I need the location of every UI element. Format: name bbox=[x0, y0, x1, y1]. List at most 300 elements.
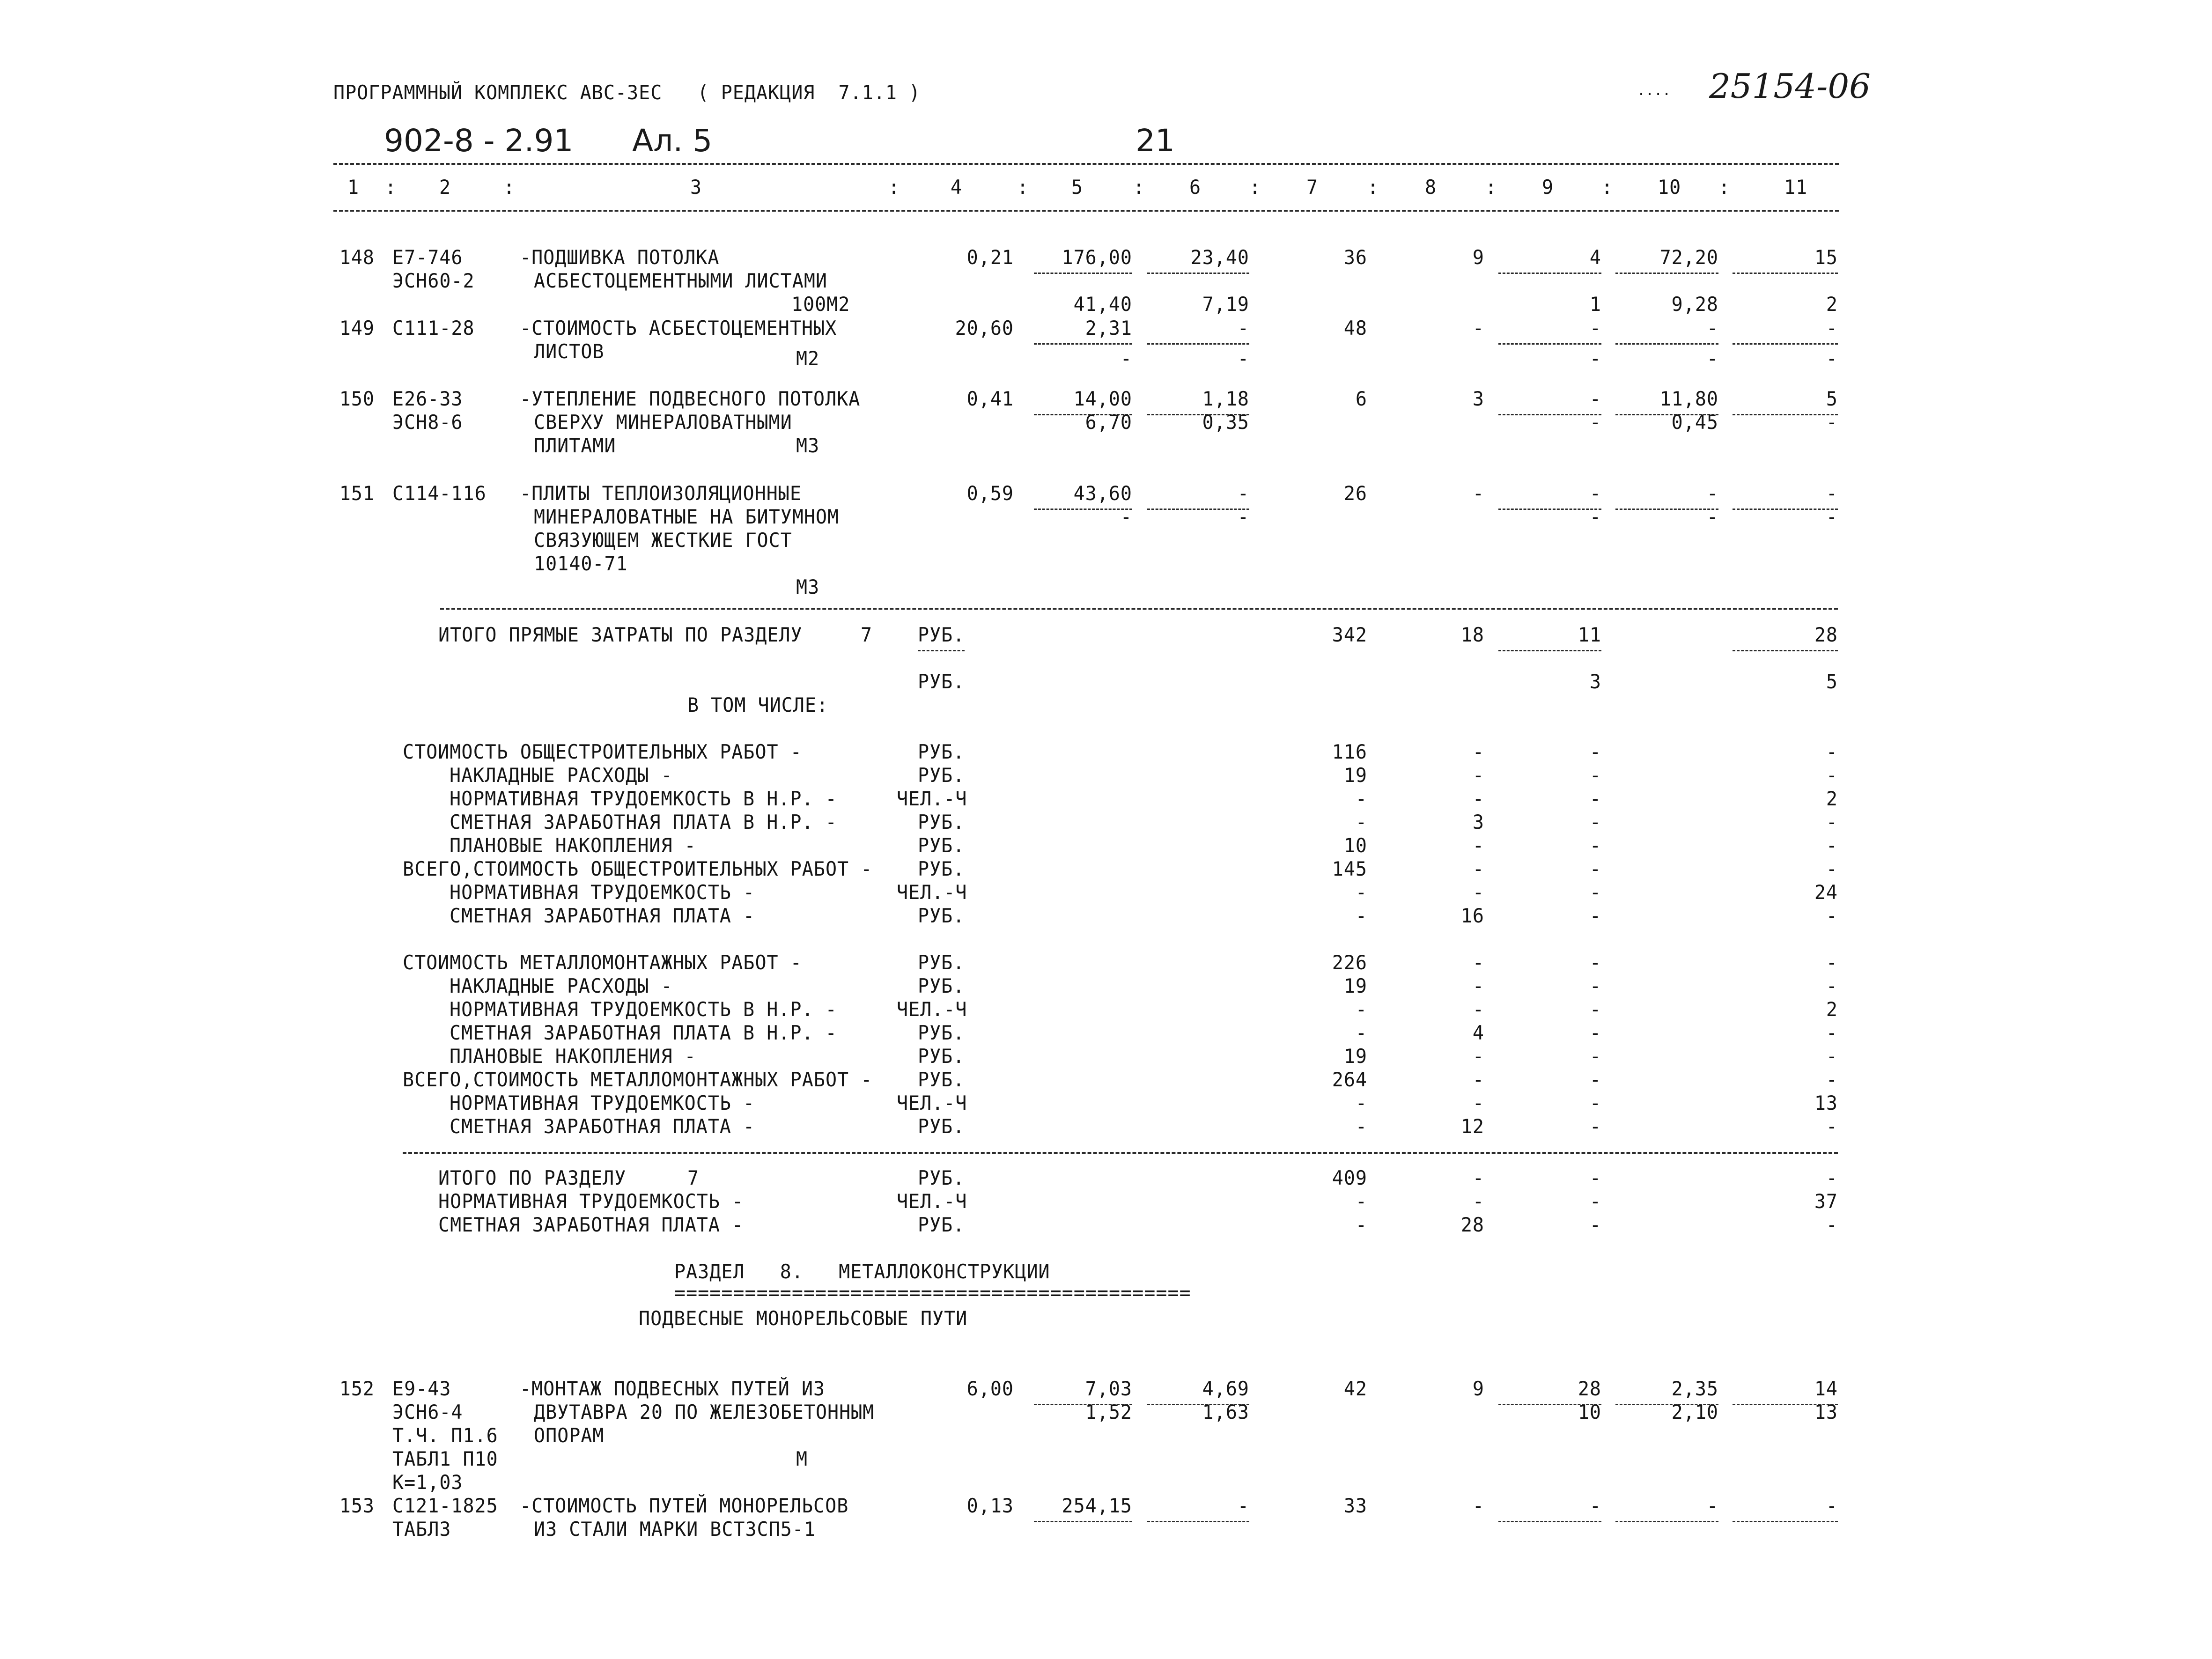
cost-line-label: НОРМАТИВНАЯ ТРУДОЕМКОСТЬ - bbox=[450, 1092, 755, 1115]
cost-line-unit: ЧЕЛ.-Ч bbox=[897, 1092, 967, 1115]
total-cost: - bbox=[1355, 1022, 1367, 1045]
total-wage: - bbox=[1472, 1190, 1484, 1213]
machine-cost: - bbox=[1589, 1045, 1601, 1068]
unit-wage: 23,40 bbox=[1190, 246, 1249, 269]
row-number: 150 bbox=[339, 388, 375, 411]
total-wage: - bbox=[1472, 998, 1484, 1021]
header-dots: .... bbox=[1637, 82, 1671, 99]
column-header-11: 11 bbox=[1784, 176, 1808, 199]
labor-rate-sub: 0,45 bbox=[1671, 411, 1718, 434]
total-wage: 9 bbox=[1472, 246, 1484, 269]
total-cost: - bbox=[1355, 998, 1367, 1021]
cell-divider bbox=[1034, 509, 1132, 510]
quantity: 20,60 bbox=[955, 317, 1014, 340]
machine-cost: - bbox=[1589, 1022, 1601, 1045]
unit-wage: 4,69 bbox=[1202, 1378, 1249, 1401]
work-description: -СТОИМОСТЬ АСБЕСТОЦЕМЕНТНЫХ bbox=[520, 317, 837, 340]
cost-line-unit: РУБ. bbox=[918, 905, 965, 928]
labor-rate-sub: 2,10 bbox=[1671, 1401, 1718, 1424]
rate-code: С114-116 bbox=[392, 482, 487, 505]
total-wage: - bbox=[1472, 1495, 1484, 1518]
cell-divider bbox=[1034, 414, 1132, 415]
total-wage: 28 bbox=[1460, 1214, 1484, 1237]
rate-code: Е26-33 bbox=[392, 388, 463, 411]
labor-total-sub: 13 bbox=[1814, 1401, 1838, 1424]
work-description: ЛИСТОВ bbox=[534, 340, 605, 363]
unit-cost: 2,31 bbox=[1085, 317, 1132, 340]
column-separator: : bbox=[1017, 176, 1029, 199]
cost-line-label: СТОИМОСТЬ МЕТАЛЛОМОНТАЖНЫХ РАБОТ - bbox=[403, 951, 802, 974]
machine-cost: - bbox=[1589, 1495, 1601, 1518]
column-header-4: 4 bbox=[951, 176, 963, 199]
unit-cost-sub: - bbox=[1120, 347, 1132, 370]
unit-cost: 43,60 bbox=[1073, 482, 1132, 505]
cost-line-unit: ЧЕЛ.-Ч bbox=[897, 881, 967, 904]
machine-cost-sub: - bbox=[1589, 347, 1601, 370]
row-number: 148 bbox=[339, 246, 375, 269]
machine-cost: - bbox=[1589, 482, 1601, 505]
total-cost: - bbox=[1355, 1115, 1367, 1138]
machine-cost-sub: - bbox=[1589, 506, 1601, 529]
currency-unit: РУБ. bbox=[918, 624, 965, 647]
column-header-3: 3 bbox=[690, 176, 702, 199]
machine-cost: 4 bbox=[1589, 246, 1601, 269]
labor-total: 28 bbox=[1814, 624, 1838, 647]
cost-line-label: НОРМАТИВНАЯ ТРУДОЕМКОСТЬ - bbox=[450, 881, 755, 904]
total-cost: - bbox=[1355, 1092, 1367, 1115]
machine-cost: 28 bbox=[1578, 1378, 1601, 1401]
total-wage: - bbox=[1472, 834, 1484, 857]
labor-total: - bbox=[1826, 1115, 1838, 1138]
rate-code: ЭСН6-4 bbox=[392, 1401, 463, 1424]
column-header-1: 1 bbox=[347, 176, 360, 199]
total-cost: 36 bbox=[1343, 246, 1367, 269]
cell-divider bbox=[1034, 1521, 1132, 1522]
machine-cost: - bbox=[1589, 764, 1601, 787]
total-wage: 3 bbox=[1472, 388, 1484, 411]
unit-wage-sub: - bbox=[1237, 347, 1249, 370]
cell-divider bbox=[1733, 273, 1838, 274]
total-cost: - bbox=[1355, 881, 1367, 904]
total-wage: - bbox=[1472, 1092, 1484, 1115]
labor-rate: 72,20 bbox=[1659, 246, 1718, 269]
rate-code: Т.Ч. П1.6 bbox=[392, 1424, 498, 1447]
total-cost: 19 bbox=[1343, 764, 1367, 787]
labor-rate: 2,35 bbox=[1671, 1378, 1718, 1401]
labor-total-sub: - bbox=[1826, 506, 1838, 529]
cell-divider bbox=[1498, 414, 1601, 415]
labor-total: 5 bbox=[1826, 388, 1838, 411]
cell-divider bbox=[1498, 650, 1601, 651]
column-separator: : bbox=[385, 176, 397, 199]
rate-code: ТАБЛ3 bbox=[392, 1518, 451, 1541]
labor-total: 2 bbox=[1826, 998, 1838, 1021]
labor-rate-sub: - bbox=[1706, 506, 1718, 529]
labor-total-sub: 2 bbox=[1826, 293, 1838, 316]
cost-line-label: ВСЕГО,СТОИМОСТЬ ОБЩЕСТРОИТЕЛЬНЫХ РАБОТ - bbox=[403, 858, 873, 881]
labor-total: - bbox=[1826, 482, 1838, 505]
work-description: ОПОРАМ bbox=[534, 1424, 605, 1447]
cell-divider bbox=[1615, 414, 1718, 415]
rate-code: С121-1825 bbox=[392, 1495, 498, 1518]
cost-line-unit: РУБ. bbox=[918, 1069, 965, 1091]
labor-total: - bbox=[1826, 951, 1838, 974]
column-separator: : bbox=[888, 176, 900, 199]
cost-line-label: ПЛАНОВЫЕ НАКОПЛЕНИЯ - bbox=[450, 1045, 696, 1068]
row-number: 153 bbox=[339, 1495, 375, 1518]
work-description: СВЕРХУ МИНЕРАЛОВАТНЫМИ bbox=[534, 411, 792, 434]
labor-total: - bbox=[1826, 1069, 1838, 1091]
column-separator: : bbox=[1249, 176, 1261, 199]
cell-divider bbox=[1498, 1521, 1601, 1522]
labor-total: 13 bbox=[1814, 1092, 1838, 1115]
work-description: ИЗ СТАЛИ МАРКИ ВСТ3СП5-1 bbox=[534, 1518, 816, 1541]
rate-code: ТАБЛ1 П10 bbox=[392, 1448, 498, 1471]
program-title: ПРОГРАММНЫЙ КОМПЛЕКС АВС-3ЕС ( РЕДАКЦИЯ 7.1.1 ) bbox=[333, 81, 921, 104]
section-total-label: СМЕТНАЯ ЗАРАБОТНАЯ ПЛАТА - bbox=[438, 1214, 744, 1237]
machine-cost: - bbox=[1589, 1069, 1601, 1091]
measure-unit: 100М2 bbox=[791, 293, 850, 316]
work-description: ПЛИТАМИ bbox=[534, 435, 616, 457]
labor-total: - bbox=[1826, 811, 1838, 834]
labor-total: - bbox=[1826, 1495, 1838, 1518]
total-cost: 6 bbox=[1355, 388, 1367, 411]
machine-cost: - bbox=[1589, 388, 1601, 411]
section-8-underline: ============================================ bbox=[674, 1282, 1191, 1305]
rate-code: Е7-746 bbox=[392, 246, 463, 269]
section-number: 7 bbox=[861, 624, 873, 647]
unit-wage-sub: - bbox=[1237, 506, 1249, 529]
cell-divider bbox=[1498, 273, 1601, 274]
machine-cost-sub: - bbox=[1589, 411, 1601, 434]
cost-line-label: ВСЕГО,СТОИМОСТЬ МЕТАЛЛОМОНТАЖНЫХ РАБОТ - bbox=[403, 1069, 873, 1091]
section-8-subtitle: ПОДВЕСНЫЕ МОНОРЕЛЬСОВЫЕ ПУТИ bbox=[639, 1307, 968, 1330]
machine-cost: - bbox=[1589, 1115, 1601, 1138]
work-description: -ПОДШИВКА ПОТОЛКА bbox=[520, 246, 720, 269]
unit-wage: - bbox=[1237, 317, 1249, 340]
machine-cost: - bbox=[1589, 317, 1601, 340]
unit-wage: - bbox=[1237, 482, 1249, 505]
work-description: СВЯЗУЮЩЕМ ЖЕСТКИЕ ГОСТ bbox=[534, 529, 792, 552]
unit-wage-sub: 0,35 bbox=[1202, 411, 1249, 434]
column-separator: : bbox=[1133, 176, 1145, 199]
unit-cost-sub: - bbox=[1120, 506, 1132, 529]
total-wage: 3 bbox=[1472, 811, 1484, 834]
cell-divider bbox=[1147, 509, 1249, 510]
cost-line-unit: ЧЕЛ.-Ч bbox=[897, 788, 967, 811]
labor-total: 14 bbox=[1814, 1378, 1838, 1401]
labor-total: - bbox=[1826, 1214, 1838, 1237]
total-cost: - bbox=[1355, 1214, 1367, 1237]
total-cost: - bbox=[1355, 811, 1367, 834]
labor-total: - bbox=[1826, 1045, 1838, 1068]
unit-cost-sub: 6,70 bbox=[1085, 411, 1132, 434]
rate-code: К=1,03 bbox=[392, 1471, 463, 1494]
labor-total: - bbox=[1826, 1167, 1838, 1190]
unit-wage: 1,18 bbox=[1202, 388, 1249, 411]
column-separator: : bbox=[1367, 176, 1379, 199]
labor-total-sub: - bbox=[1826, 411, 1838, 434]
total-cost: 409 bbox=[1332, 1167, 1367, 1190]
cell-divider bbox=[1147, 273, 1249, 274]
total-wage: - bbox=[1472, 881, 1484, 904]
labor-total: 15 bbox=[1814, 246, 1838, 269]
work-description: -МОНТАЖ ПОДВЕСНЫХ ПУТЕЙ ИЗ bbox=[520, 1378, 826, 1401]
document-number: 25154-06 bbox=[1709, 66, 1871, 106]
unit-cost: 254,15 bbox=[1062, 1495, 1132, 1518]
work-description: ДВУТАВРА 20 ПО ЖЕЛЕЗОБЕТОННЫМ bbox=[534, 1401, 875, 1424]
total-cost: 42 bbox=[1343, 1378, 1367, 1401]
total-cost: 10 bbox=[1343, 834, 1367, 857]
total-wage: 4 bbox=[1472, 1022, 1484, 1045]
total-wage: - bbox=[1472, 975, 1484, 998]
unit-cost-sub: 41,40 bbox=[1073, 293, 1132, 316]
labor-total-sub: - bbox=[1826, 347, 1838, 370]
work-description: -ПЛИТЫ ТЕПЛОИЗОЛЯЦИОННЫЕ bbox=[520, 482, 802, 505]
section-total-rule bbox=[403, 1152, 1838, 1154]
cost-line-label: СМЕТНАЯ ЗАРАБОТНАЯ ПЛАТА - bbox=[450, 1115, 755, 1138]
total-cost: 226 bbox=[1332, 951, 1367, 974]
machine-cost: - bbox=[1589, 1214, 1601, 1237]
total-cost: 264 bbox=[1332, 1069, 1367, 1091]
section-8-title: РАЗДЕЛ 8. МЕТАЛЛОКОНСТРУКЦИИ bbox=[674, 1261, 1050, 1283]
cell-divider bbox=[1733, 509, 1838, 510]
work-description: 10140-71 bbox=[534, 553, 628, 575]
cost-line-label: СМЕТНАЯ ЗАРАБОТНАЯ ПЛАТА В Н.Р. - bbox=[450, 811, 837, 834]
total-cost: - bbox=[1355, 1190, 1367, 1213]
total-wage: - bbox=[1472, 858, 1484, 881]
cell-divider bbox=[1034, 343, 1132, 345]
work-description: МИНЕРАЛОВАТНЫЕ НА БИТУМНОМ bbox=[534, 506, 840, 529]
labor-total: 37 bbox=[1814, 1190, 1838, 1213]
rate-code: ЭСН60-2 bbox=[392, 270, 475, 293]
labor-total: - bbox=[1826, 741, 1838, 764]
measure-unit: М bbox=[796, 1448, 808, 1471]
column-header-2: 2 bbox=[439, 176, 451, 199]
header-rule-bottom bbox=[333, 210, 1839, 212]
cost-line-label: НАКЛАДНЫЕ РАСХОДЫ - bbox=[450, 975, 673, 998]
machine-cost: - bbox=[1589, 834, 1601, 857]
labor-total: - bbox=[1826, 834, 1838, 857]
column-separator: : bbox=[1718, 176, 1731, 199]
cost-line-unit: РУБ. bbox=[918, 1115, 965, 1138]
cost-line-unit: РУБ. bbox=[918, 858, 965, 881]
total-wage: - bbox=[1472, 951, 1484, 974]
labor-total: - bbox=[1826, 1022, 1838, 1045]
cell-divider bbox=[1733, 343, 1838, 345]
cost-line-label: СМЕТНАЯ ЗАРАБОТНАЯ ПЛАТА В Н.Р. - bbox=[450, 1022, 837, 1045]
cost-line-label: ПЛАНОВЫЕ НАКОПЛЕНИЯ - bbox=[450, 834, 696, 857]
total-wage: - bbox=[1472, 1167, 1484, 1190]
quantity: 6,00 bbox=[966, 1378, 1014, 1401]
unit-cost: 176,00 bbox=[1062, 246, 1132, 269]
labor-rate: - bbox=[1706, 317, 1718, 340]
labor-total: - bbox=[1826, 905, 1838, 928]
quantity: 0,41 bbox=[966, 388, 1014, 411]
machine-cost: - bbox=[1589, 975, 1601, 998]
machine-wage: 3 bbox=[1589, 671, 1601, 693]
cell-divider bbox=[1147, 343, 1249, 345]
cost-line-label: НОРМАТИВНАЯ ТРУДОЕМКОСТЬ В Н.Р. - bbox=[450, 788, 837, 811]
labor-sub: 5 bbox=[1826, 671, 1838, 693]
total-cost: 33 bbox=[1343, 1495, 1367, 1518]
project-code: 902-8 - 2.91 bbox=[384, 123, 574, 159]
machine-cost-sub: 1 bbox=[1589, 293, 1601, 316]
rate-code: Е9-43 bbox=[392, 1378, 451, 1401]
cell-divider bbox=[1034, 1404, 1132, 1405]
cost-line-unit: РУБ. bbox=[918, 975, 965, 998]
cell-divider bbox=[1733, 1404, 1838, 1405]
measure-unit: М3 bbox=[796, 435, 820, 457]
column-separator: : bbox=[503, 176, 516, 199]
cost-line-unit: ЧЕЛ.-Ч bbox=[897, 1190, 967, 1213]
cell-divider bbox=[1615, 343, 1718, 345]
cell-divider bbox=[1498, 509, 1601, 510]
total-cost: 48 bbox=[1343, 317, 1367, 340]
header-rule-top bbox=[333, 163, 1839, 165]
total-cost: - bbox=[1355, 788, 1367, 811]
total-wage: - bbox=[1472, 788, 1484, 811]
labor-rate: - bbox=[1706, 1495, 1718, 1518]
unit-cost: 14,00 bbox=[1073, 388, 1132, 411]
machine-cost: - bbox=[1589, 1190, 1601, 1213]
cell-divider bbox=[1498, 343, 1601, 345]
labor-rate-sub: - bbox=[1706, 347, 1718, 370]
total-cost: 19 bbox=[1343, 975, 1367, 998]
page-number: 21 bbox=[1135, 123, 1175, 159]
unit-wage: - bbox=[1237, 1495, 1249, 1518]
section-number: 7 bbox=[687, 1167, 700, 1190]
cell-divider bbox=[1733, 1521, 1838, 1522]
work-description: -СТОИМОСТЬ ПУТЕЙ МОНОРЕЛЬСОВ bbox=[520, 1495, 849, 1518]
column-header-6: 6 bbox=[1189, 176, 1202, 199]
section-rule bbox=[440, 608, 1838, 610]
machine-cost: - bbox=[1589, 905, 1601, 928]
column-separator: : bbox=[1601, 176, 1614, 199]
labor-total: - bbox=[1826, 975, 1838, 998]
total-cost: - bbox=[1355, 905, 1367, 928]
including-label: В ТОМ ЧИСЛЕ: bbox=[687, 694, 828, 717]
cost-line-label: НОРМАТИВНАЯ ТРУДОЕМКОСТЬ В Н.Р. - bbox=[450, 998, 837, 1021]
cell-divider bbox=[1615, 1404, 1718, 1405]
machine-cost: - bbox=[1589, 858, 1601, 881]
total-cost: 145 bbox=[1332, 858, 1367, 881]
total-direct-label: ИТОГО ПРЯМЫЕ ЗАТРАТЫ ПО РАЗДЕЛУ bbox=[438, 624, 803, 647]
cell-divider bbox=[1733, 414, 1838, 415]
machine-cost: - bbox=[1589, 1092, 1601, 1115]
column-header-9: 9 bbox=[1542, 176, 1554, 199]
measure-unit: М2 bbox=[796, 347, 820, 370]
cost-line-unit: ЧЕЛ.-Ч bbox=[897, 998, 967, 1021]
cell-divider bbox=[1147, 1521, 1249, 1522]
unit-wage-sub: 1,63 bbox=[1202, 1401, 1249, 1424]
quantity: 0,21 bbox=[966, 246, 1014, 269]
total-wage: - bbox=[1472, 482, 1484, 505]
total-cost: 26 bbox=[1343, 482, 1367, 505]
labor-total: 2 bbox=[1826, 788, 1838, 811]
labor-total: - bbox=[1826, 317, 1838, 340]
cost-line-label: СТОИМОСТЬ ОБЩЕСТРОИТЕЛЬНЫХ РАБОТ - bbox=[403, 741, 802, 764]
quantity: 0,13 bbox=[966, 1495, 1014, 1518]
machine-cost: - bbox=[1589, 881, 1601, 904]
labor-rate-sub: 9,28 bbox=[1671, 293, 1718, 316]
column-header-7: 7 bbox=[1306, 176, 1319, 199]
section-total-label: ИТОГО ПО РАЗДЕЛУ bbox=[438, 1167, 627, 1190]
labor-rate: 11,80 bbox=[1659, 388, 1718, 411]
cost-line-unit: РУБ. bbox=[918, 1022, 965, 1045]
machine-cost: - bbox=[1589, 1167, 1601, 1190]
total-cost: 19 bbox=[1343, 1045, 1367, 1068]
section-total-label: НОРМАТИВНАЯ ТРУДОЕМКОСТЬ - bbox=[438, 1190, 744, 1213]
cost-line-label: СМЕТНАЯ ЗАРАБОТНАЯ ПЛАТА - bbox=[450, 905, 755, 928]
rate-code: ЭСН8-6 bbox=[392, 411, 463, 434]
column-separator: : bbox=[1485, 176, 1497, 199]
cost-line-unit: РУБ. bbox=[918, 834, 965, 857]
cost-line-unit: РУБ. bbox=[918, 1214, 965, 1237]
labor-total: - bbox=[1826, 764, 1838, 787]
cell-divider bbox=[1147, 1404, 1249, 1405]
cell-divider bbox=[1615, 273, 1718, 274]
cost-line-unit: РУБ. bbox=[918, 951, 965, 974]
currency-unit: РУБ. bbox=[918, 671, 965, 693]
unit-dash bbox=[918, 650, 965, 651]
machine-cost: 11 bbox=[1578, 624, 1601, 647]
machine-cost: - bbox=[1589, 741, 1601, 764]
unit-cost: 7,03 bbox=[1085, 1378, 1132, 1401]
row-number: 149 bbox=[339, 317, 375, 340]
labor-total: - bbox=[1826, 858, 1838, 881]
cell-divider bbox=[1147, 414, 1249, 415]
cell-divider bbox=[1615, 509, 1718, 510]
cost-line-unit: РУБ. bbox=[918, 741, 965, 764]
total-cost: 342 bbox=[1332, 624, 1367, 647]
column-header-10: 10 bbox=[1658, 176, 1681, 199]
total-wage: - bbox=[1472, 741, 1484, 764]
sheet-label: Ал. 5 bbox=[632, 123, 713, 159]
machine-cost: - bbox=[1589, 811, 1601, 834]
unit-cost-sub: 1,52 bbox=[1085, 1401, 1132, 1424]
cost-line-label: НАКЛАДНЫЕ РАСХОДЫ - bbox=[450, 764, 673, 787]
cost-line-unit: РУБ. bbox=[918, 1045, 965, 1068]
cost-line-unit: РУБ. bbox=[918, 1167, 965, 1190]
total-wage: - bbox=[1472, 1045, 1484, 1068]
total-cost: 116 bbox=[1332, 741, 1367, 764]
unit-wage-sub: 7,19 bbox=[1202, 293, 1249, 316]
row-number: 152 bbox=[339, 1378, 375, 1401]
labor-total: 24 bbox=[1814, 881, 1838, 904]
rate-code: С111-28 bbox=[392, 317, 475, 340]
cell-divider bbox=[1733, 650, 1838, 651]
total-wage: - bbox=[1472, 764, 1484, 787]
quantity: 0,59 bbox=[966, 482, 1014, 505]
cell-divider bbox=[1498, 1404, 1601, 1405]
total-wage: 9 bbox=[1472, 1378, 1484, 1401]
cost-line-unit: РУБ. bbox=[918, 764, 965, 787]
labor-rate: - bbox=[1706, 482, 1718, 505]
total-wage: - bbox=[1472, 317, 1484, 340]
machine-cost: - bbox=[1589, 998, 1601, 1021]
machine-cost: - bbox=[1589, 951, 1601, 974]
column-header-8: 8 bbox=[1425, 176, 1437, 199]
work-description: АСБЕСТОЦЕМЕНТНЫМИ ЛИСТАМИ bbox=[534, 270, 828, 293]
cost-line-unit: РУБ. bbox=[918, 811, 965, 834]
cell-divider bbox=[1034, 273, 1132, 274]
measure-unit: М3 bbox=[796, 576, 820, 599]
total-wage: 16 bbox=[1460, 905, 1484, 928]
total-wage: 18 bbox=[1460, 624, 1484, 647]
cell-divider bbox=[1615, 1521, 1718, 1522]
work-description: -УТЕПЛЕНИЕ ПОДВЕСНОГО ПОТОЛКА bbox=[520, 388, 861, 411]
